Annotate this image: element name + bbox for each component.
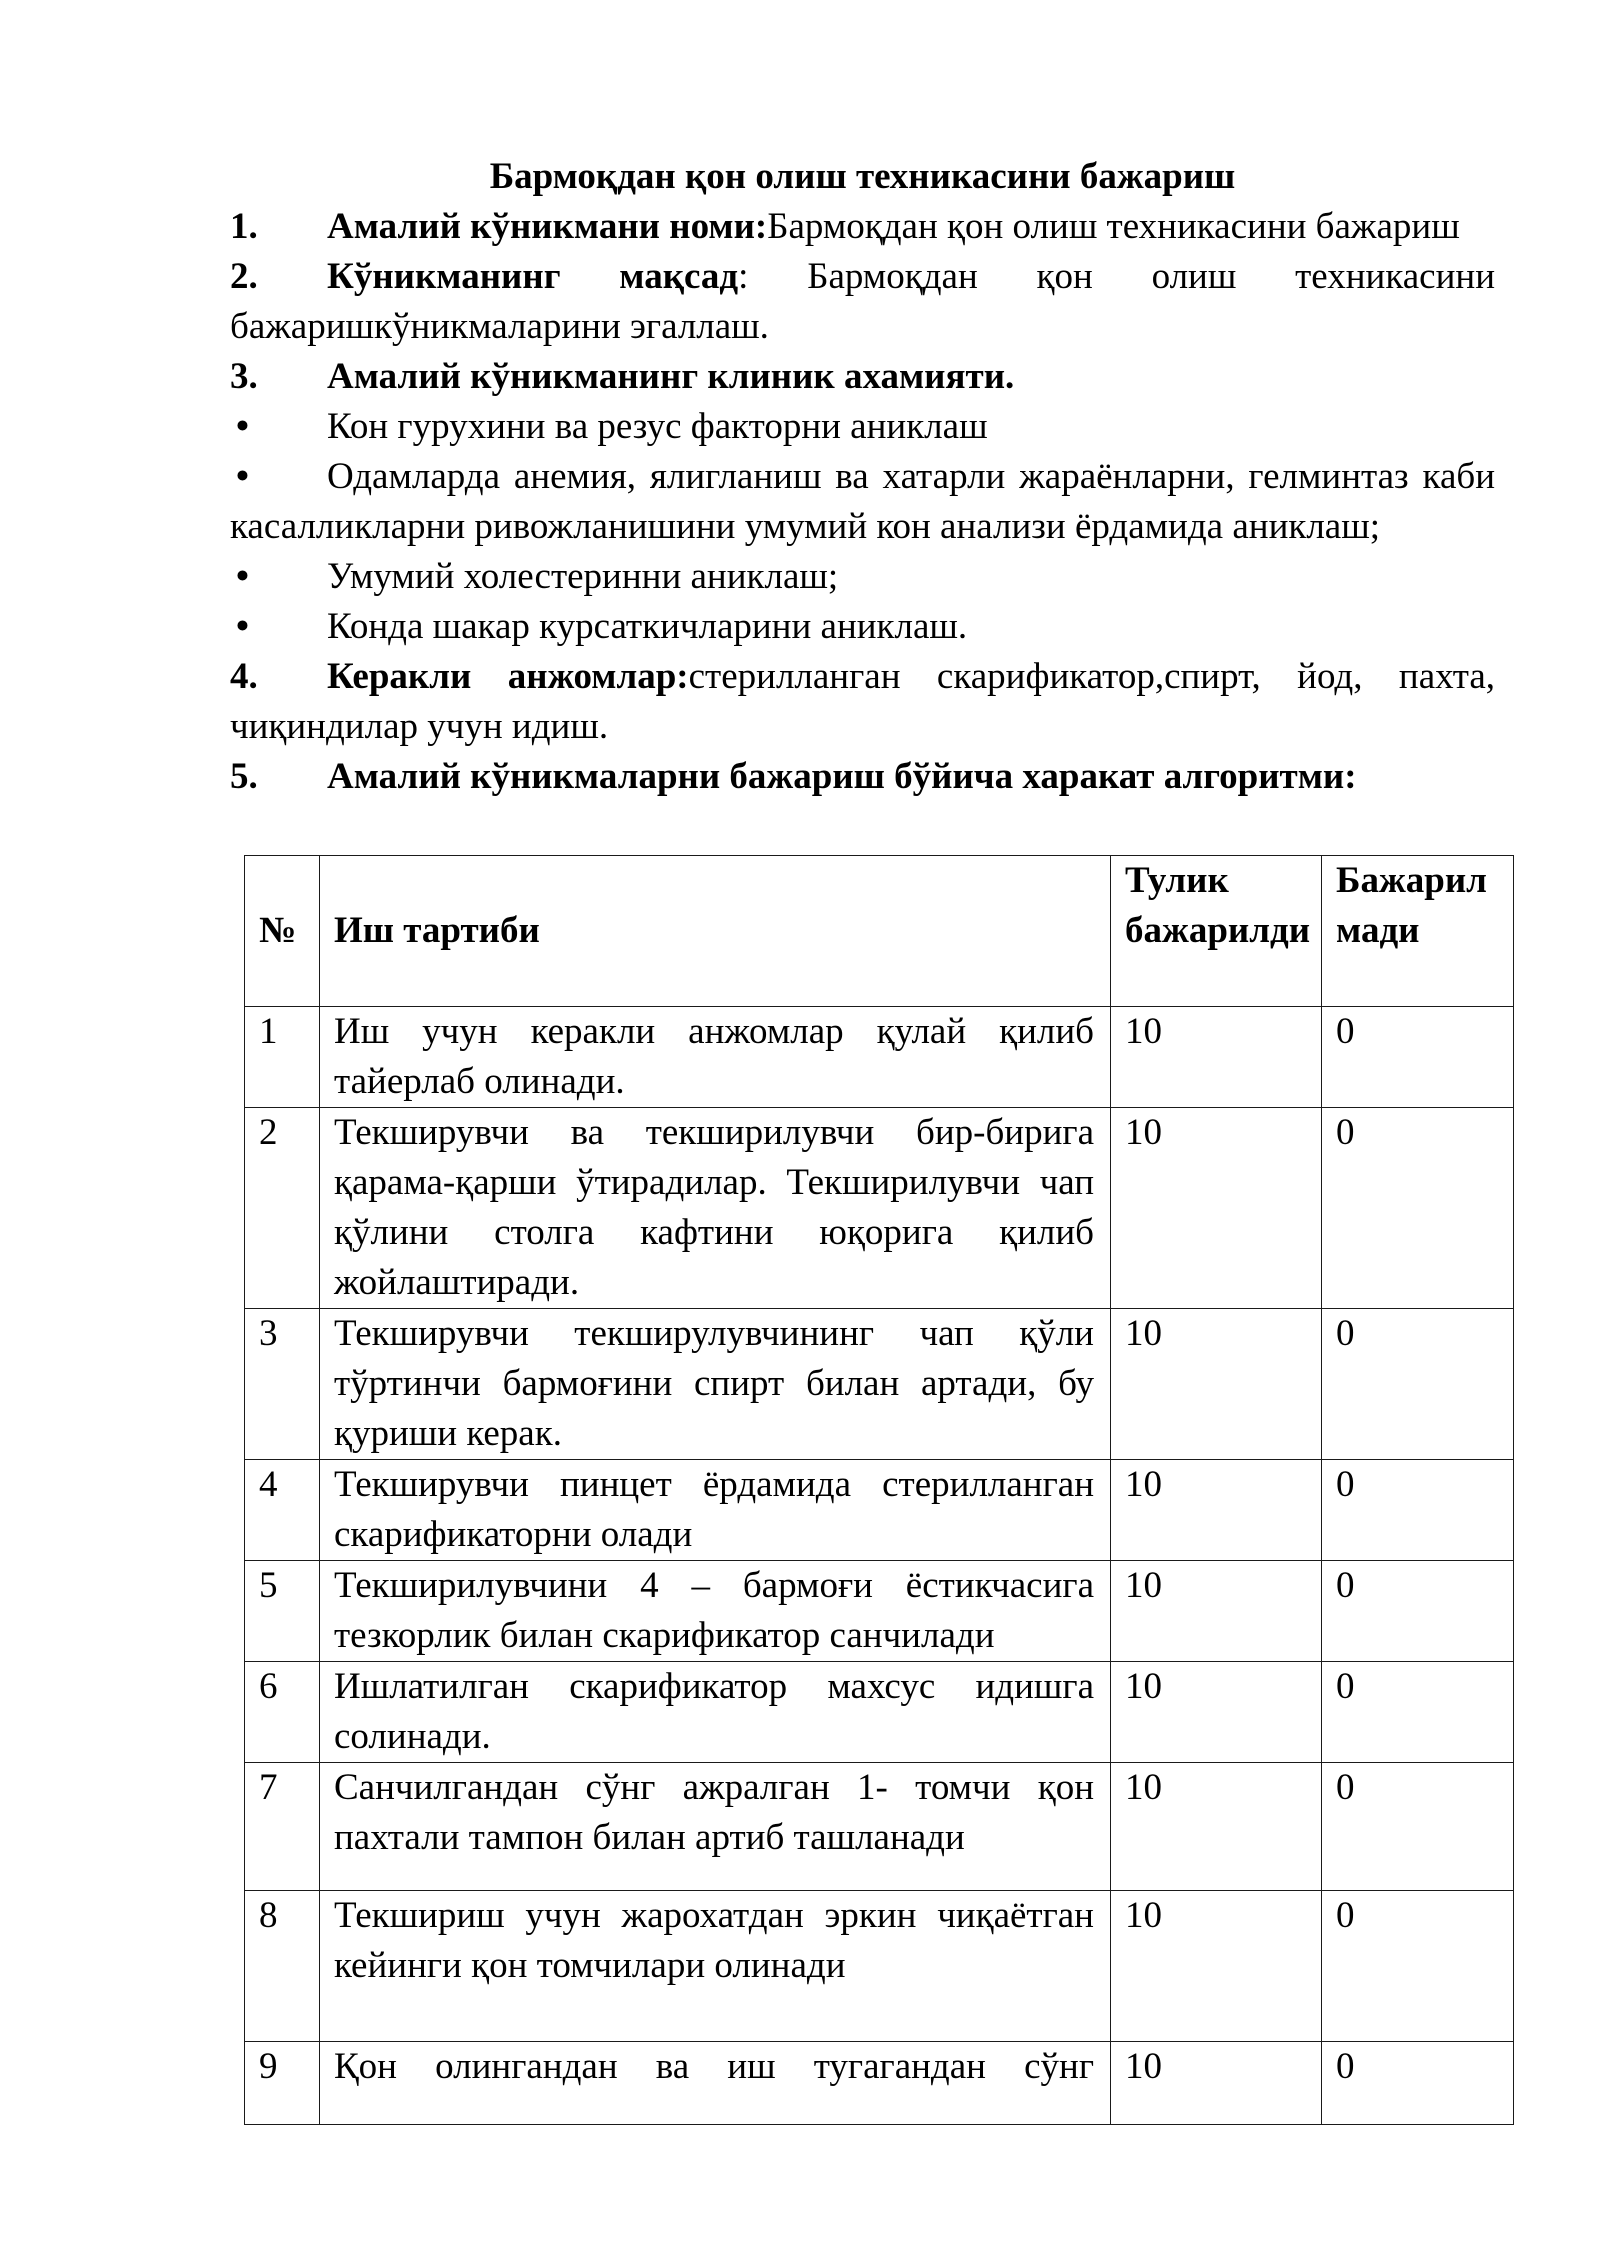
bullet-icon: •	[236, 556, 249, 597]
item-number: 1.	[230, 206, 258, 247]
row-task: Текширилувчини 4 – бармоғи ёстикчасига тезкорлик билан скарификатор санчилади	[320, 1561, 1111, 1662]
table-header-row	[245, 856, 1514, 1007]
bullet-icon: •	[236, 456, 249, 497]
item-label: Керакли анжомлар:	[327, 656, 689, 697]
table-row	[245, 1460, 1514, 1561]
item-1	[230, 202, 1495, 252]
item-3	[230, 352, 1495, 402]
row-score-not-done: 0	[1322, 1007, 1514, 1108]
item-number: 3.	[230, 356, 258, 397]
row-score-not-done: 0	[1322, 1763, 1514, 1891]
row-score-done: 10	[1111, 1891, 1322, 2042]
bullet-item	[230, 452, 1495, 552]
row-task: Иш учун керакли анжомлар қулай қилиб тайерлаб олинади.	[320, 1007, 1111, 1108]
table-row	[245, 1561, 1514, 1662]
bullet-item	[230, 602, 1495, 652]
row-score-done: 10	[1111, 1460, 1322, 1561]
row-score-done: 10	[1111, 1763, 1322, 1891]
table-row	[245, 1309, 1514, 1460]
row-score-not-done: 0	[1322, 2042, 1514, 2125]
table-row	[245, 1763, 1514, 1891]
header-task: Иш тартиби	[320, 856, 1111, 1007]
item-number: 2.	[230, 256, 258, 297]
row-score-not-done: 0	[1322, 1108, 1514, 1309]
header-done: Тулик бажарилди	[1111, 856, 1322, 1007]
bullet-item	[230, 402, 1495, 452]
header-number: №	[245, 856, 320, 1007]
item-2	[230, 252, 1495, 352]
table-row	[245, 2042, 1514, 2125]
row-task: Текширувчи пинцет ёрдамида стерилланган скарификаторни олади	[320, 1460, 1111, 1561]
item-text: : Бармоқдан қон олиш техникасини бажаришкўникмаларини эгаллаш.	[230, 256, 1495, 347]
item-number: 4.	[230, 656, 258, 697]
algorithm-table	[244, 855, 1514, 2125]
item-label: Амалий кўникмаларни бажариш бўйича харакат алгоритми:	[327, 756, 1357, 797]
table-row	[245, 1662, 1514, 1763]
row-task: Текширувчи ва текширилувчи бир-бирига қарама-қарши ўтирадилар. Текширилувчи чап қўлини столга кафтини юқорига қилиб жойлаштиради.	[320, 1108, 1111, 1309]
header-not-done: Бажарилмади	[1322, 856, 1514, 1007]
row-number: 2	[245, 1108, 320, 1309]
row-number: 1	[245, 1007, 320, 1108]
bullet-text: Одамларда анемия, ялигланиш ва хатарли жараёнларни, гелминтаз каби касалликларни ривожланишини умумий кон анализи ёрдамида аниклаш;	[230, 456, 1495, 547]
item-4	[230, 652, 1495, 752]
table-row	[245, 1007, 1514, 1108]
row-number: 8	[245, 1891, 320, 2042]
item-label: Кўникманинг мақсад	[327, 256, 739, 297]
row-score-not-done: 0	[1322, 1662, 1514, 1763]
item-text: Бармоқдан қон олиш техникасини бажариш	[767, 206, 1460, 247]
row-score-done: 10	[1111, 1662, 1322, 1763]
row-task: Текширувчи текширулувчининг чап қўли тўртинчи бармоғини спирт билан артади, бу қуриши керак.	[320, 1309, 1111, 1460]
row-score-done: 10	[1111, 1561, 1322, 1662]
bullet-item	[230, 552, 1495, 602]
row-score-done: 10	[1111, 1007, 1322, 1108]
item-label: Амалий кўникманинг клиник ахамияти.	[327, 356, 1015, 397]
row-score-done: 10	[1111, 2042, 1322, 2125]
row-score-not-done: 0	[1322, 1309, 1514, 1460]
document-body	[230, 152, 1495, 802]
row-number: 5	[245, 1561, 320, 1662]
bullet-text: Кон гурухини ва резус факторни аниклаш	[327, 406, 988, 447]
row-score-done: 10	[1111, 1309, 1322, 1460]
item-label: Амалий кўникмани номи:	[327, 206, 768, 247]
page-title: Бармоқдан қон олиш техникасини бажариш	[489, 156, 1236, 197]
item-5	[230, 752, 1495, 802]
bullet-icon: •	[236, 606, 249, 647]
row-task: Санчилгандан сўнг ажралган 1- томчи қон пахтали тампон билан артиб ташланади	[320, 1763, 1111, 1891]
row-score-not-done: 0	[1322, 1891, 1514, 2042]
item-text: стерилланган скарификатор,спирт, йод, пахта, чиқиндилар учун идиш.	[230, 656, 1495, 747]
row-score-not-done: 0	[1322, 1460, 1514, 1561]
row-number: 9	[245, 2042, 320, 2125]
row-task: Қон олингандан ва иш тугагандан сўнг	[320, 2042, 1111, 2125]
row-number: 7	[245, 1763, 320, 1891]
row-task: Ишлатилган скарификатор махсус идишга солинади.	[320, 1662, 1111, 1763]
table-row	[245, 1891, 1514, 2042]
row-score-done: 10	[1111, 1108, 1322, 1309]
row-score-not-done: 0	[1322, 1561, 1514, 1662]
row-number: 4	[245, 1460, 320, 1561]
item-number: 5.	[230, 756, 258, 797]
table-row	[245, 1108, 1514, 1309]
bullet-icon: •	[236, 406, 249, 447]
row-number: 3	[245, 1309, 320, 1460]
bullet-text: Умумий холестеринни аниклаш;	[327, 556, 839, 597]
row-task: Текшириш учун жарохатдан эркин чиқаётган кейинги қон томчилари олинади	[320, 1891, 1111, 2042]
row-number: 6	[245, 1662, 320, 1763]
bullet-text: Конда шакар курсаткичларини аниклаш.	[327, 606, 968, 647]
